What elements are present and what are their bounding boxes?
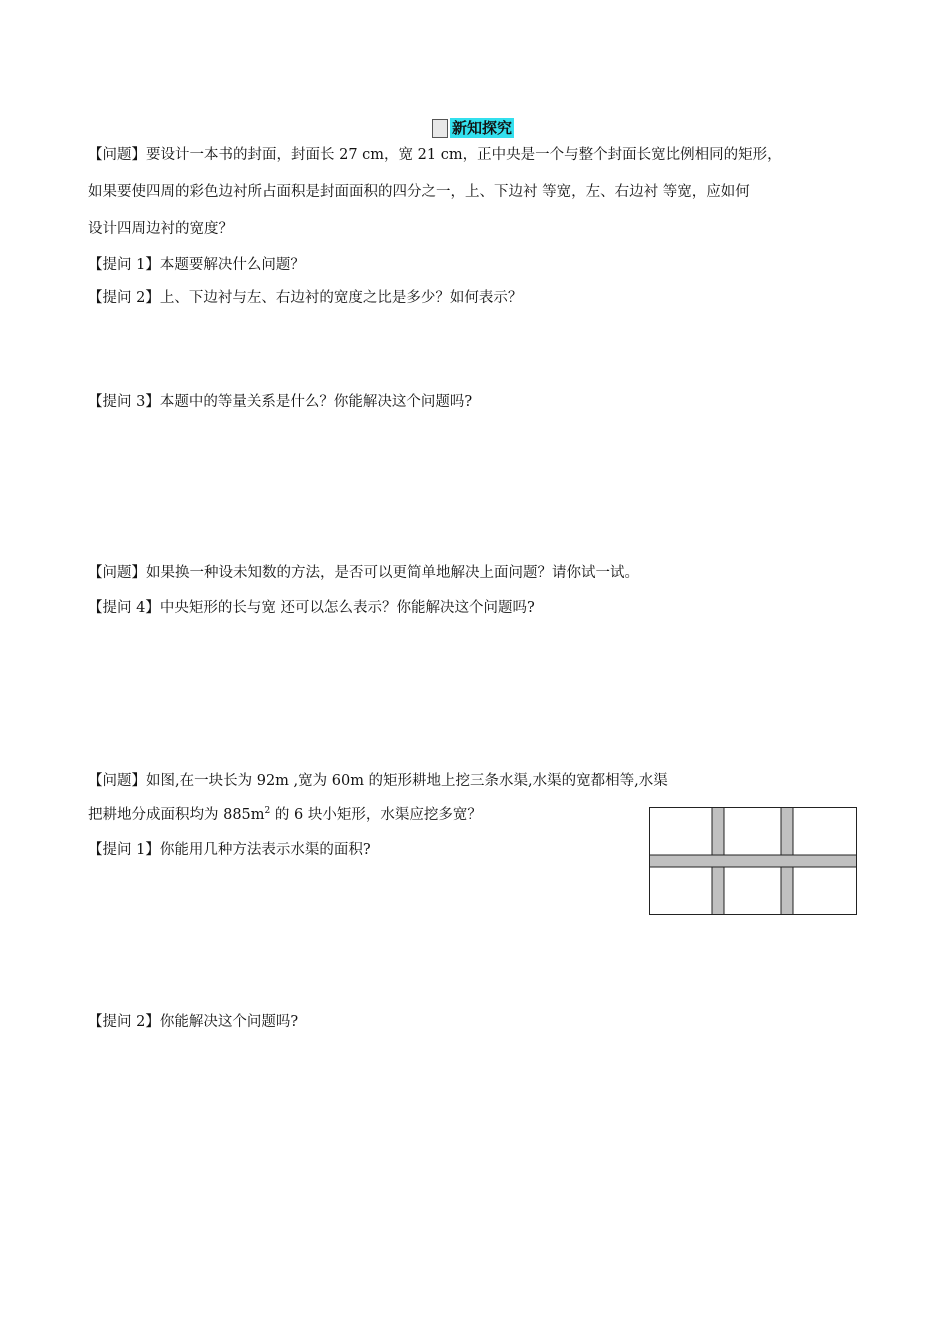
problem1-line3: 设计四周边衬的宽度？	[88, 221, 233, 237]
section-heading	[432, 118, 514, 138]
problem2-question4: 【提问 4】中央矩形的长与宽 还可以怎么表示？你能解决这个问题吗?	[88, 600, 535, 616]
problem2-line1: 【问题】如果换一种设未知数的方法，是否可以更简单地解决上面问题？请你试一试。	[88, 565, 639, 581]
problem1-question2: 【提问 2】上、下边衬与左、右边衬的宽度之比是多少？如何表示？	[88, 290, 523, 306]
horizontal-canal	[650, 855, 857, 867]
problem1-question1: 【提问 1】本题要解决什么问题？	[88, 257, 305, 273]
area-exponent: 2	[264, 806, 271, 816]
problem3-line2-before: 把耕地分成面积均为 885m	[88, 807, 265, 823]
problem3-line2-after: 的 6 块小矩形，水渠应挖多宽？	[270, 807, 482, 823]
problem3-line1: 【问题】如图,在一块长为 92m ,宽为 60m 的矩形耕地上挖三条水渠,水渠的宽都相等,水渠	[88, 773, 668, 789]
problem3-question1: 【提问 1】你能用几种方法表示水渠的面积?	[88, 842, 371, 858]
problem3-line2	[88, 805, 482, 825]
section-title: 新知探究	[452, 119, 513, 137]
heading-box-icon	[432, 119, 448, 138]
problem1-line1: 【问题】要设计一本书的封面，封面长 27 cm，宽 21 cm，正中央是一个与整个封面长宽比例相同的矩形，	[88, 147, 782, 163]
problem3-question2: 【提问 2】你能解决这个问题吗?	[88, 1014, 299, 1030]
canal-field-diagram	[649, 807, 857, 915]
problem1-line2: 如果要使四周的彩色边衬所占面积是封面面积的四分之一，上、下边衬 等宽，左、右边衬 等宽，应如何	[88, 184, 750, 200]
problem1-question3: 【提问 3】本题中的等量关系是什么？你能解决这个问题吗?	[88, 394, 473, 410]
